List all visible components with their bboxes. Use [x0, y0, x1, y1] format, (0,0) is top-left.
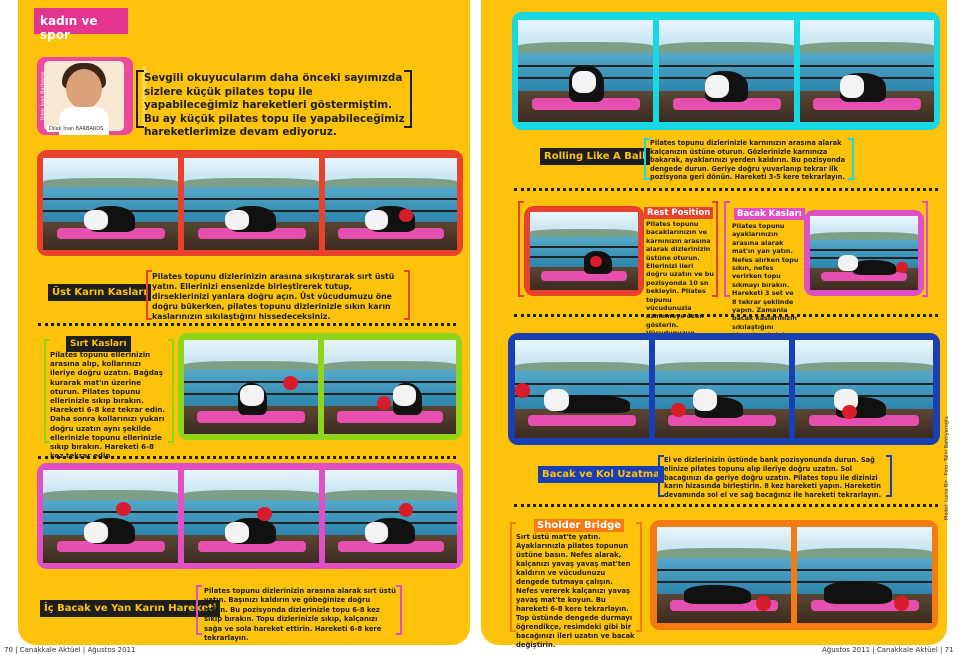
intro-text: Sevgili okuyucularım daha önceki sayımızda sizlere küçük pilates topu ile yapabileceğimiz hareketleri göstermiştim. Bu ay küçük pilates topu ile yapabileceğimiz hareketlerimize devam ediyoruz. [144, 72, 405, 139]
rolling-title: Rolling Like A Ball [540, 148, 650, 165]
exercise-photo [43, 158, 178, 250]
ust-karin-title: Üst Karın Kasları [48, 284, 151, 301]
exercise-photo [325, 470, 457, 563]
exercise-photo [515, 340, 649, 438]
desc-bracket [404, 270, 410, 320]
desc-bracket [396, 585, 402, 635]
author-email-vertical: info@dilekbarbaros.com [140, 65, 147, 127]
bacak-kaslari-title: Bacak Kasları [734, 208, 805, 220]
rolling-text: Pilates topunu dizlerinizle karnınızın arasına alarak kalçanızın üstüne oturun. Gözlerinizle karnınıza bakarak, ayaklarınızı yerden kaldırın. Bu pozisyonda dengede durun. Geriye doğru yuvarlanıp tekrar ilk pozisyona geri dönün. Hareketi 3-5 kere tekrarlayın. [650, 139, 846, 182]
exercise-photo [659, 20, 794, 122]
sirt-title: Sırt Kasları [66, 336, 131, 352]
sholder-title: Sholder Bridge [534, 519, 624, 532]
ic-bacak-text: Pilates topunu dizlerinizin arasına alarak sırt üstü yatın. Başınızı kaldırın ve göbeğinize doğru bakın. Bu pozisyonda dizlerinizle topu 6-8 kez sıkıp bırakın. Topu dizlerinizle sıkıp, kalçanızı sağa ve sola hareket ettirin. Hareketi 6-8 kere tekrarlayın. [204, 587, 396, 643]
divider [38, 456, 456, 459]
exercise-photo [518, 20, 653, 122]
exercise-photo [810, 216, 918, 290]
exercise-photo [795, 340, 933, 438]
exercise-photo [184, 158, 319, 250]
bacak-kaslari-text: Pilates topunu ayaklarınızın arasına alarak mat'ın yan yatın. Nefes alırken topu sıkın, nefes verirken topu sıkmayı bırakın. Hareketi 3 set ve 8 tekrar şeklinde yapın. Zamanla bacak kaslarınızın sıkılaştığını [732, 222, 799, 331]
exercise-photo [655, 340, 789, 438]
desc-bracket [636, 522, 642, 632]
sirt-text: Pilates topunu ellerinizin arasına alıp, kollarınızı ileriye doğru uzatın. Bağdaş kurarak mat'ın üzerine oturun. Pilates topunu ellerinizle sıkıp bırakın. Hareketi 6-8 kez tekrar edin. Daha sonra kollarınızı yukarı doğru uzatın aynı şekilde ellerinizle topunu ellerinizle sıkıp bırakın. Hareketi 6-8 kez tekrar edin. [50, 350, 166, 461]
divider [514, 314, 938, 317]
divider [514, 188, 938, 191]
author-portrait [37, 57, 147, 135]
exercise-photo [324, 340, 456, 434]
author-caption: Dilek İnan BARBAROS [49, 126, 104, 132]
section-label: kadın ve spor [34, 8, 128, 34]
exercise-photo [800, 20, 934, 122]
footer-left: 70 | Canakkale Aktüel | Ağustos 2011 [4, 646, 136, 654]
ust-karin-text: Pilates topunu dizlerinizin arasına sıkıştırarak sırt üstü yatın. Ellerinizi ensenizde birleştirerek tutup, dirseklerinizi yanlara doğru açın. Üst vücudumuzu öne doğru bükerken, pilates topunu dizlerinizle sıkın karın kaslarınızın sıkılaştığını hissedeceksiniz. [152, 272, 395, 321]
desc-bracket [168, 339, 174, 443]
exercise-photo [184, 470, 319, 563]
desc-bracket [724, 201, 730, 297]
exercise-photo [43, 470, 178, 563]
sholder-text: Sırt üstü mat'te yatın. Ayaklarınızla pilates topunun üstüne basın. Nefes alarak, kalçanızı yavaş yavaş mat'ten kaldırın ve vücudunuzu dengede tutmaya çalışın. Nefes vererek kalçanızı yavaş yavaş mat'te koyun. Bu hareketi 6-8 kere tekrarlayın. Top üstünde dengede durmayı öğrendikçe, resimdeki gibi bir bacağınızı ileri uzatın ve bacak değiştirin. [516, 533, 635, 649]
bacak-kol-text: El ve dizlerinizin üstünde bank pozisyonunda durun. Sağ elinize pilates topunu alıp ileriye doğru uzatın. Sol bacağınızı da geriye doğru uzatın. Pilates topu ile dizinizi karın hizasında birleştirin. 8 kez hareketi yapın. Hareketin devamında sol el ve sağ bacağınız ile hareketi tekrarlayın. [664, 456, 882, 500]
divider [38, 323, 456, 326]
exercise-photo [797, 527, 932, 623]
photo-credit: Model: Lucia Bir · Foto: Tülin Bahtiyaroğlu [944, 416, 950, 520]
divider [514, 504, 938, 507]
exercise-photo [657, 527, 791, 623]
desc-bracket [196, 585, 202, 635]
exercise-photo [184, 340, 318, 434]
bacak-kol-title: Bacak ve Kol Uzatma [538, 466, 664, 483]
rest-title: Rest Position [644, 207, 713, 219]
footer-right: Ağustos 2011 | Canakkale Aktüel | 71 [822, 646, 954, 654]
exercise-photo [325, 158, 457, 250]
rest-text: Pilates topunu bacaklarınızın ve karnınızın arasına alarak dizlerinizin üstüne oturun. Ellerinizi ileri doğru uzatın ve bu pozisyonda 10 sn bekleyin. Pilates topunu vücudunuzla ezmemeye özen gösterin. [646, 220, 714, 329]
desc-bracket [922, 201, 928, 297]
author-name-vertical: Dilek İnan Barbaros [40, 71, 47, 121]
exercise-photo [530, 212, 638, 290]
ic-bacak-title: İç Bacak ve Yan Karın Hareketi [40, 600, 220, 617]
desc-bracket [712, 201, 718, 297]
